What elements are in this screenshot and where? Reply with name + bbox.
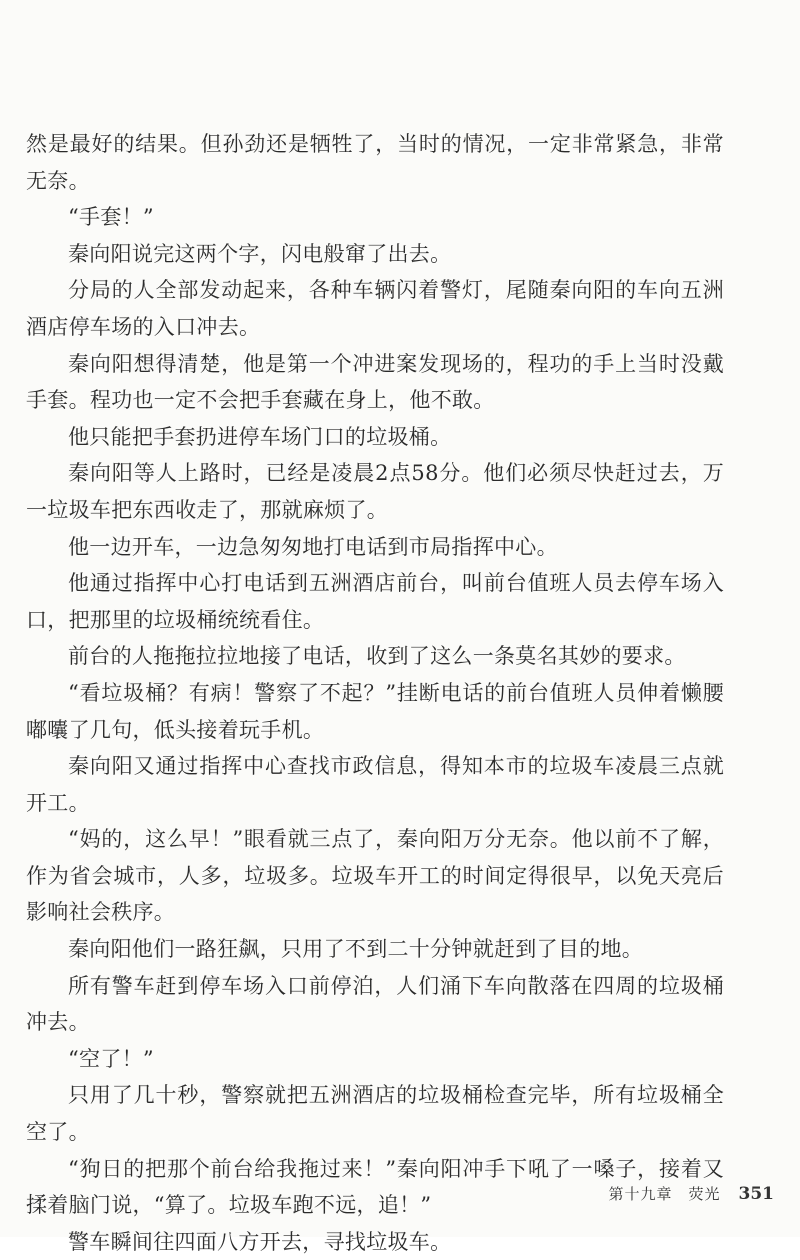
paragraph: 只用了几十秒，警察就把五洲酒店的垃圾桶检查完毕，所有垃圾桶全空了。 [26,1083,724,1145]
paragraph: 他一边开车，一边急匆匆地打电话到市局指挥中心。 [68,534,558,559]
paragraph: 前台的人拖拖拉拉地接了电话，收到了这么一条莫名其妙的要求。 [68,644,686,669]
paragraph: 然是最好的结果。但孙劲还是牺牲了，当时的情况，一定非常紧急，非常无奈。 [26,132,724,193]
paragraph: “手套！” [68,205,154,230]
page-footer [608,1183,774,1204]
paragraph: “妈的，这么早！”眼看就三点了，秦向阳万分无奈。他以前不了解，作为省会城市，人多，垃圾多。垃圾车开工的时间定得很早，以免天亮后影响社会秩序。 [26,827,724,925]
page-body [26,126,724,1260]
paragraph: “狗日的把那个前台给我拖过来！”秦向阳冲手下吼了一嗓子，接着又揉着脑门说，“算了。垃圾车跑不远，追！” [26,1156,724,1218]
paragraph: 秦向阳说完这两个字，闪电般窜了出去。 [68,241,452,266]
paragraph: 所有警车赶到停车场入口前停泊，人们涌下车向散落在四周的垃圾桶冲去。 [26,973,724,1035]
paragraph: “空了！” [68,1046,154,1071]
chapter-title: 第十九章 荧光 [608,1185,721,1203]
paragraph: 秦向阳想得清楚，他是第一个冲进案发现场的，程功的手上当时没戴手套。程功也一定不会把手套藏在身上，他不敢。 [26,351,724,413]
paragraph: 他通过指挥中心打电话到五洲酒店前台，叫前台值班人员去停车场入口，把那里的垃圾桶统统看住。 [26,571,724,632]
paragraph: 秦向阳又通过指挥中心查找市政信息，得知本市的垃圾车凌晨三点就开工。 [26,754,724,815]
paragraph: 秦向阳他们一路狂飙，只用了不到二十分钟就赶到了目的地。 [68,937,644,962]
paragraph: 秦向阳等人上路时，已经是凌晨2点58分。他们必须尽快赶过去，万一垃圾车把东西收走了，那就麻烦了。 [26,461,724,522]
paragraph: 他只能把手套扔进停车场门口的垃圾桶。 [68,424,452,449]
paragraph: 分局的人全部发动起来，各种车辆闪着警灯，尾随秦向阳的车向五洲酒店停车场的入口冲去。 [26,278,724,339]
paragraph: “看垃圾桶？有病！警察了不起？”挂断电话的前台值班人员伸着懒腰嘟囔了几句，低头接着玩手机。 [26,680,724,742]
paragraph: 警车瞬间往四面八方开去，寻找垃圾车。 [68,1229,452,1254]
page-number: 351 [738,1184,774,1204]
